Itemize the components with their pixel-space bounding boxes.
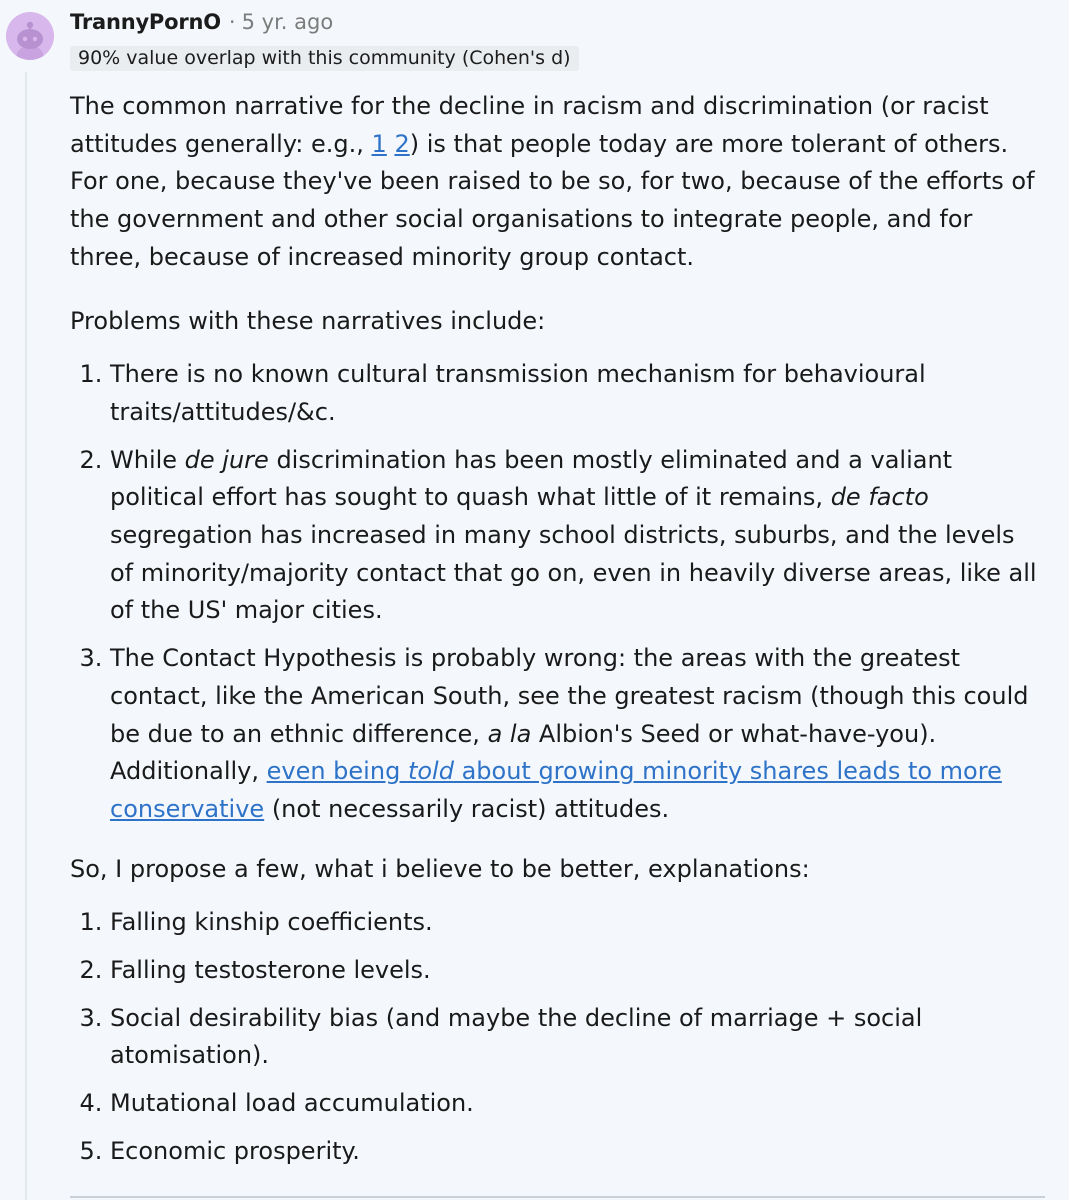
username-link[interactable]: TrannyPornO [70,10,221,34]
text-segment: The common narrative for the decline in racism and discrimination (or racist attitudes generally: e.g., [70,92,989,158]
snoo-avatar-icon[interactable] [6,12,54,60]
comment-header [70,10,333,34]
user-flair: 90% value overlap with this community (Cohen's d) [70,46,579,71]
timestamp[interactable]: 5 yr. ago [241,10,334,34]
link-text: about growing minority shares leads to more conservative [110,757,1002,823]
text-segment: discrimination has been mostly eliminated and a valiant political effort has sought to quash what little of it remains, [110,445,953,512]
divider [70,1196,1045,1198]
list-item: 3. Social desirability bias (and maybe the decline of marriage + social atomisation). [110,1000,1045,1075]
comment-body [70,88,1045,1181]
text-segment: (not necessarily racist) attitudes. [264,794,670,823]
list-item [110,356,1045,431]
italic-text: de facto [830,483,929,512]
link-italic-text: told [407,757,454,786]
separator-dot: · [228,10,236,34]
list-item [110,442,1045,631]
problems-list [70,356,1045,828]
italic-text: de jure [184,445,269,474]
text-segment: Albion's Seed or what-have-you). Additionally, [110,719,937,786]
list-item [110,640,1045,829]
text-segment: segregation has increased in many school districts, suburbs, and the levels of minority/majority contact that go on, even in heavily diverse areas, like all of the US' major cities. [110,521,1037,625]
list-item: 2. Falling testosterone levels. [110,952,1045,990]
text-segment: The Contact Hypothesis is probably wrong: the areas with the greatest contact, like the American South, see the greatest racism (though this could be due to an ethnic difference, [110,644,1029,748]
thread-line[interactable] [25,72,27,1200]
paragraph-intro [70,88,1045,277]
reference-link-2[interactable]: 2 [394,129,410,158]
explanations-list [70,904,1045,1170]
reference-link-1[interactable]: 1 [371,129,387,158]
text-segment: ) is that people today are more tolerant of others. For one, because they've been raised to be so, for two, because of the efforts of the government and other social organisations to integrate people, and for three, because of increased minority group contact. [70,129,1035,271]
paragraph-explanations-heading: So, I propose a few, what i believe to be better, explanations: [70,854,810,883]
text-segment: While [110,445,185,474]
italic-text: a la [487,719,532,748]
paragraph-problems-heading: Problems with these narratives include: [70,306,546,335]
list-item: 4. Mutational load accumulation. [110,1085,1045,1123]
list-item-text: There is no known cultural transmission mechanism for behavioural traits/attitudes/&c. [110,360,926,426]
link-text: even being [266,757,408,786]
list-item: 5. Economic prosperity. [110,1133,1045,1171]
list-item: 1. Falling kinship coefficients. [110,904,1045,942]
